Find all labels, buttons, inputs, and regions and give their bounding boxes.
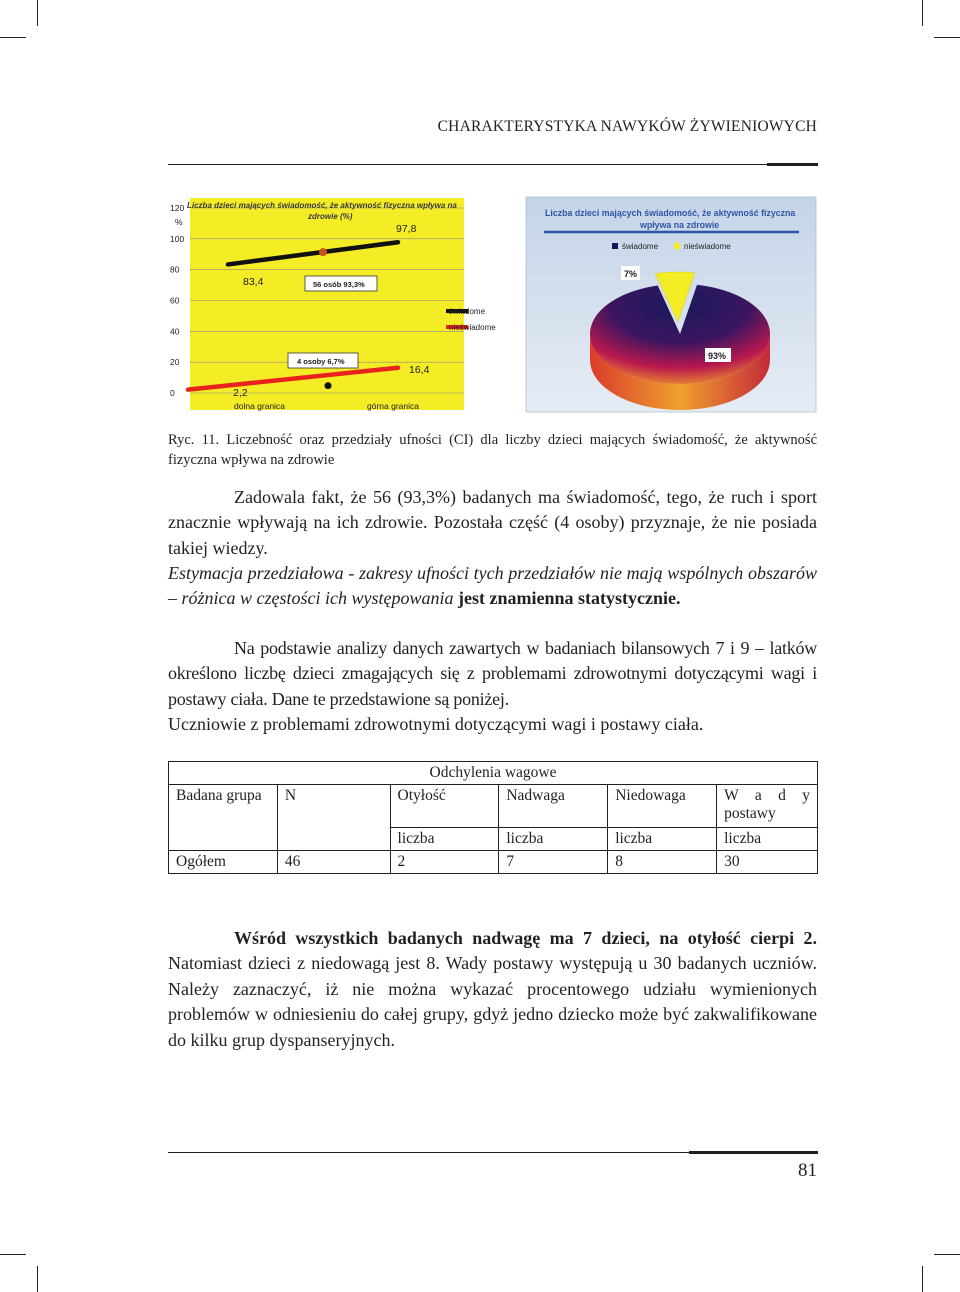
right-chart-title-line1: Liczba dzieci mających świadomość, że aktywność fizyczna <box>545 208 796 218</box>
y-tick-label: 20 <box>170 357 180 368</box>
paragraph-5-text: Natomiast dzieci z niedowagą jest 8. Wady postawy występują u 30 badanych uczniów. Należy zaznaczyć, iż nie można wykazać procentowego udziału wymienionych problemów w odniesieniu do całej grupy, gdyż jedno dziecko może być zakwalifikowane do kilku grup dyspanseryjnych. <box>168 953 817 1050</box>
left-chart <box>168 196 496 413</box>
crop-mark <box>934 37 960 38</box>
paragraph-4: Uczniowie z problemami zdrowotnymi dotyczącymi wagi i postawy ciała. <box>168 714 704 734</box>
right-chart <box>526 197 816 412</box>
table-cell-group: Ogółem <box>169 851 278 874</box>
paragraph-3: Na podstawie analizy danych zawartych w badaniach bilansowych 7 i 9 – latków określono liczbę dzieci zmagających się z problemami zdrowotnymi dotyczącymi wagi i postawy ciała. Dane te przedstawione są poniżej. <box>168 638 817 709</box>
crop-mark <box>0 1254 26 1255</box>
crop-mark <box>922 0 923 26</box>
paragraph-2-italic: Estymacja przedziałowa - zakresy ufności tych przedziałów nie mają wspólnych obszarów – różnica w częstości ich występowania <box>168 563 817 609</box>
y-tick-label: 80 <box>170 264 180 275</box>
left-chart-title-line1: Liczba dzieci mających świadomość, że aktywność fizyczna wpływa na <box>187 201 457 210</box>
point-unaware-6-7 <box>325 382 332 389</box>
running-header: CHARAKTERYSTYKA NAWYKÓW ŻYWIENIOWYCH <box>437 118 817 135</box>
legend-swatch-unaware-pie <box>674 243 680 249</box>
left-chart-title-line2: zdrowie (%) <box>308 212 353 221</box>
header-rule-accent <box>767 163 818 166</box>
table-col-nadwaga: Nadwaga <box>499 785 608 828</box>
table-cell-wady: 30 <box>717 851 818 874</box>
right-chart-title-line2: wpływa na zdrowie <box>640 220 720 230</box>
table-row <box>169 851 818 874</box>
table-col-niedowaga: Niedowaga <box>608 785 717 828</box>
left-plot-area <box>190 198 464 410</box>
table-unit-nadwaga: liczba <box>499 828 608 851</box>
label-unaware-upper: 16,4 <box>409 364 430 376</box>
table-cell-nadwaga: 7 <box>499 851 608 874</box>
legend-label-aware: świadome <box>449 307 486 316</box>
page-number: 81 <box>798 1160 817 1181</box>
paragraph-2-bold: jest znamienna statystycznie. <box>453 588 681 609</box>
slice-label-7: 7% <box>624 269 638 279</box>
figure-caption: Ryc. 11. Liczebność oraz przedziały ufności (CI) dla liczby dzieci mających świadomość, że aktywność fizyczna wpływa na zdrowie <box>168 432 817 468</box>
table-cell-otylosc: 2 <box>390 851 499 874</box>
table-col-otylosc: Otyłość <box>390 785 499 828</box>
label-unaware-lower: 2,2 <box>233 387 248 399</box>
crop-mark <box>0 37 26 38</box>
paragraph-5-bold: Wśród wszystkich badanych nadwagę ma 7 dzieci, na otyłość cierpi 2. <box>234 928 817 948</box>
table-unit-wady: liczba <box>717 828 818 851</box>
y-tick-label: 40 <box>170 326 180 337</box>
y-tick-label: 100 <box>170 233 185 244</box>
table-col-group: Badana grupa <box>169 785 278 851</box>
x-label-lower-bound: dolna granica <box>234 401 286 411</box>
legend-label-unaware-pie: nieświadome <box>684 242 731 251</box>
left-chart-y-unit: % <box>175 217 183 227</box>
crop-mark <box>37 1266 38 1292</box>
label-aware-upper: 97,8 <box>396 223 417 235</box>
weight-deviation-table <box>168 761 818 874</box>
callout-aware-text: 56 osób 93,3% <box>313 280 365 289</box>
figure-11-svg <box>168 196 818 413</box>
table-cell-niedowaga: 8 <box>608 851 717 874</box>
paragraph-5 <box>168 926 817 1053</box>
point-aware-93-3 <box>319 248 327 256</box>
y-tick-label: 60 <box>170 295 180 306</box>
header-rule <box>168 164 817 165</box>
paragraph-2 <box>168 561 817 612</box>
footer-rule-accent <box>689 1151 818 1154</box>
crop-mark <box>934 1254 960 1255</box>
legend-label-unaware: nieświadome <box>449 323 496 332</box>
figure-11 <box>168 196 818 413</box>
table-group-header: Odchylenia wagowe <box>169 762 818 785</box>
paragraph-1: Zadowala fakt, że 56 (93,3%) badanych ma świadomość, tego, że ruch i sport znacznie wpływają na ich zdrowie. Pozostała część (4 osoby) przyznaje, że nie posiada takiej wiedzy. <box>168 487 817 558</box>
table-cell-n: 46 <box>277 851 390 874</box>
table-header-row-columns <box>169 785 818 828</box>
table-header-row-group <box>169 762 818 785</box>
crop-mark <box>37 0 38 26</box>
callout-unaware-text: 4 osoby 6,7% <box>297 357 345 366</box>
legend-label-aware-pie: świadome <box>622 242 659 251</box>
x-label-upper-bound: górna granica <box>367 401 419 411</box>
table-unit-niedowaga: liczba <box>608 828 717 851</box>
y-tick-label: 0 <box>170 388 175 398</box>
y-tick-label: 120 <box>170 203 185 213</box>
slice-label-93: 93% <box>708 351 727 361</box>
legend-swatch-aware-pie <box>612 243 618 249</box>
table-col-n: N <box>277 785 390 851</box>
table-unit-otylosc: liczba <box>390 828 499 851</box>
table-col-wady: W a d y postawy <box>717 785 818 828</box>
label-aware-lower: 83,4 <box>243 276 264 288</box>
crop-mark <box>922 1266 923 1292</box>
